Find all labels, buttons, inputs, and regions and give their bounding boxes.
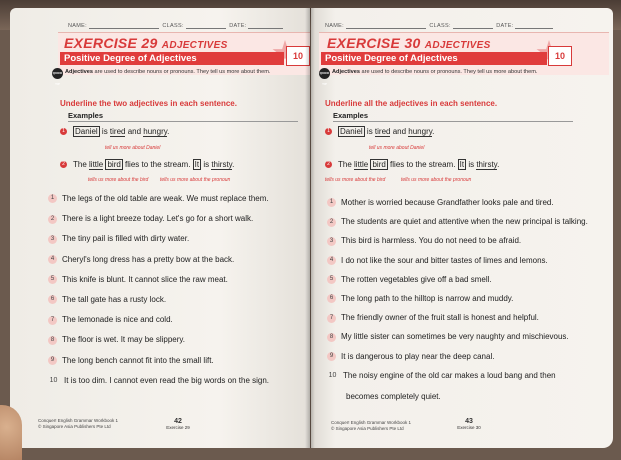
question-text: The floor is wet. It may be slippery.: [62, 335, 186, 345]
page-number: 42 Exercise 29: [166, 418, 190, 430]
question-8: [48, 335, 185, 345]
question-6: [327, 294, 513, 304]
exercise-title: EXERCISE 30 ADJECTIVES: [327, 35, 491, 51]
question-5: [327, 275, 492, 285]
question-number: 5: [48, 275, 57, 284]
question-6: [48, 295, 166, 305]
question-text: The long path to the hilltop is narrow and muddy.: [341, 294, 514, 303]
question-8: [327, 332, 569, 342]
question-number: 5: [327, 275, 336, 284]
examples-divider: [68, 121, 298, 122]
question-number: 3: [327, 237, 336, 246]
question-3: [327, 236, 521, 246]
exercise-title: EXERCISE 29 ADJECTIVES: [64, 35, 228, 51]
name-field: NAME: CLASS: DATE:: [325, 22, 553, 29]
question-text: My little sister can sometimes be very naughty and mischievous.: [341, 332, 569, 342]
example-1-note: tell us more about Daniel: [105, 145, 161, 151]
question-text: The noisy engine of the old car makes a loud bang and then: [343, 370, 556, 380]
question-text: The lemonade is nice and cold.: [62, 315, 173, 325]
question-number: 9: [327, 352, 336, 361]
question-number: 3: [48, 235, 57, 244]
question-number: 2: [48, 215, 57, 224]
question-number: 10: [328, 372, 337, 380]
question-number: 6: [48, 295, 57, 304]
left-page: [10, 8, 310, 448]
example-2: 2 The little bird flies to the stream. It is thirsty.: [325, 160, 499, 169]
question-4: [327, 256, 548, 266]
example-2: 2 The little bird flies to the stream. It is thirsty.: [60, 160, 234, 169]
instruction: Underline the two adjectives in each sentence.: [60, 99, 237, 108]
instruction: Underline all the adjectives in each sentence.: [325, 99, 498, 108]
question-3: [48, 234, 189, 244]
quick-tip-icon: QUICK TIP: [319, 68, 330, 79]
question-10: [327, 371, 556, 381]
badge: 10: [286, 46, 310, 66]
footer-credit: Conquer! English Grammar Workbook 1 © Singapore Asia Publishers Pte Ltd: [331, 420, 411, 431]
example-1: 1 Daniel is tired and hungry.: [60, 127, 169, 136]
footer-credit: Conquer! English Grammar Workbook 1 © Singapore Asia Publishers Pte Ltd: [38, 418, 118, 429]
question-7: [48, 315, 173, 325]
question-text: It is dangerous to play near the deep canal.: [341, 351, 495, 361]
question-7: [327, 313, 539, 323]
question-number: 8: [327, 333, 336, 342]
question-10: [48, 376, 269, 386]
example-2-note-2: tells us more about the pronoun: [160, 177, 231, 183]
question-number: 9: [48, 356, 57, 365]
question-number: 4: [327, 256, 336, 265]
name-field: NAME: CLASS: DATE:: [68, 22, 283, 29]
question-number: 10: [49, 377, 58, 385]
question-text: Cheryl's long dress has a pretty bow at the back.: [62, 254, 235, 264]
question-1: [327, 198, 554, 208]
subtitle: Positive Degree of Adjectives: [321, 52, 547, 65]
question-text: The long bench cannot fit into the small lift.: [62, 355, 214, 365]
question-text: The tiny pail is filled with dirty water.: [62, 234, 190, 244]
thumb: [0, 405, 22, 460]
right-page: [311, 8, 613, 448]
book-spine: [305, 8, 315, 448]
subtitle: Positive Degree of Adjectives: [60, 52, 284, 65]
page-number: 43 Exercise 30: [457, 418, 481, 430]
question-text: The rotten vegetables give off a bad smell.: [341, 274, 492, 284]
question-2: [48, 214, 253, 224]
question-2: [327, 217, 588, 227]
question-number: 4: [48, 255, 57, 264]
question-text: The legs of the old table are weak. We must replace them.: [62, 194, 269, 203]
question-4: [48, 255, 234, 265]
question-5: [48, 275, 228, 285]
question-10-continuation: becomes completely quiet.: [346, 392, 441, 401]
question-number: 7: [48, 316, 57, 325]
question-9: [48, 356, 214, 366]
question-text: The friendly owner of the fruit stall is honest and helpful.: [341, 313, 539, 323]
examples-label: Examples: [68, 111, 104, 120]
badge: 10: [548, 46, 572, 66]
example-1-note: tell us more about Daniel: [369, 145, 425, 151]
question-text: Mother is worried because Grandfather looks pale and tired.: [341, 198, 554, 207]
question-number: 6: [327, 294, 336, 303]
example-2-note-2: tells us more about the pronoun: [401, 177, 472, 183]
quick-tip-icon: QUICK TIP: [52, 68, 63, 79]
question-1: [48, 194, 269, 204]
question-text: I do not like the sour and bitter tastes of limes and lemons.: [341, 255, 548, 265]
question-text: This bird is harmless. You do not need to be afraid.: [341, 236, 522, 246]
question-number: 1: [327, 198, 336, 207]
question-text: The tall gate has a rusty lock.: [62, 295, 167, 304]
question-number: 1: [48, 194, 57, 203]
question-text: The students are quiet and attentive when the new principal is talking.: [341, 217, 588, 227]
question-text: This knife is blunt. It cannot slice the raw meat.: [62, 274, 228, 284]
question-9: [327, 352, 494, 362]
example-2-note-1: tells us more about the bird: [88, 177, 149, 183]
example-2-note-1: tells us more about the bird: [325, 177, 386, 183]
question-number: 7: [327, 314, 336, 323]
question-text: It is too dim. I cannot even read the big words on the sign.: [64, 375, 270, 385]
definition: Adjectives are used to describe nouns or pronouns. They tell us more about them.: [65, 69, 271, 75]
examples-divider: [333, 121, 573, 122]
example-1: 1 Daniel is tired and hungry.: [325, 127, 434, 136]
examples-label: Examples: [333, 111, 369, 120]
question-number: 2: [327, 218, 336, 227]
question-text: There is a light breeze today. Let's go for a short walk.: [62, 214, 254, 224]
question-number: 8: [48, 336, 57, 345]
definition: Adjectives are used to describe nouns or pronouns. They tell us more about them.: [332, 69, 538, 75]
